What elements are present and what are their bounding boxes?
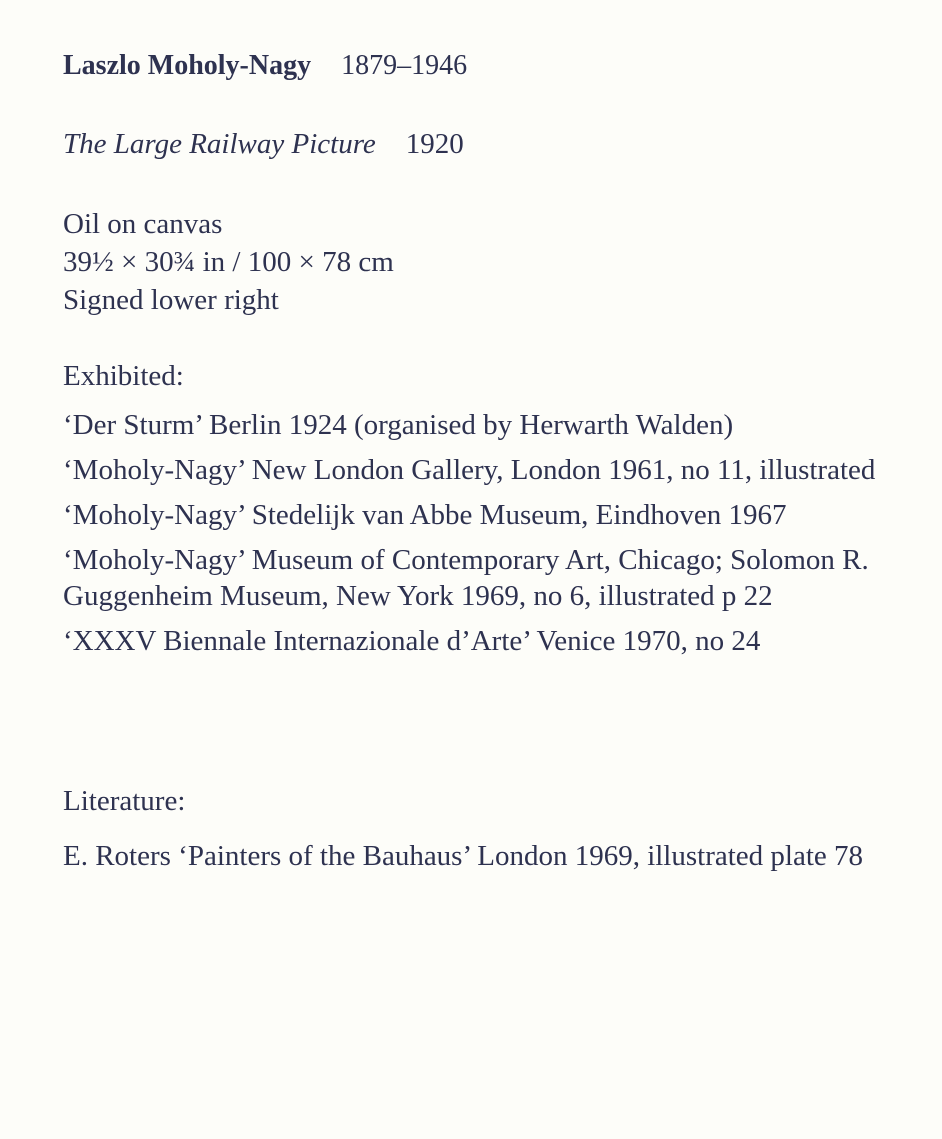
work-title: The Large Railway Picture [63,128,376,160]
artist-dates: 1879–1946 [341,50,468,81]
literature-entry: E. Roters ‘Painters of the Bauhaus’ London 1969, illustrated plate 78 [63,840,864,872]
work-year: 1920 [405,128,464,160]
exhibited-list [63,407,893,668]
work-signature: Signed lower right [63,284,279,316]
artist-name: Laszlo Moholy-Nagy [63,50,312,81]
literature-label: Literature: [63,785,186,817]
exhibition-entry: ‘Moholy-Nagy’ New London Gallery, London 1961, no 11, illustrated [63,454,876,486]
work-title-line [63,128,464,161]
literature-list [63,838,893,883]
work-dimensions: 39½ × 30¾ in / 100 × 78 cm [63,246,394,278]
work-medium: Oil on canvas [63,208,223,240]
artist-heading [63,50,467,82]
exhibition-entry: ‘Moholy-Nagy’ Museum of Contemporary Art, Chicago; Solomon R. Guggenheim Museum, New York 1969, no 6, illustrated p 22 [63,544,869,612]
exhibition-entry: ‘XXXV Biennale Internazionale d’Arte’ Venice 1970, no 24 [63,625,761,657]
exhibition-entry: ‘Moholy-Nagy’ Stedelijk van Abbe Museum, Eindhoven 1967 [63,499,787,531]
exhibition-entry: ‘Der Sturm’ Berlin 1924 (organised by Herwarth Walden) [63,409,734,441]
exhibited-label: Exhibited: [63,360,184,392]
work-details [63,205,394,319]
